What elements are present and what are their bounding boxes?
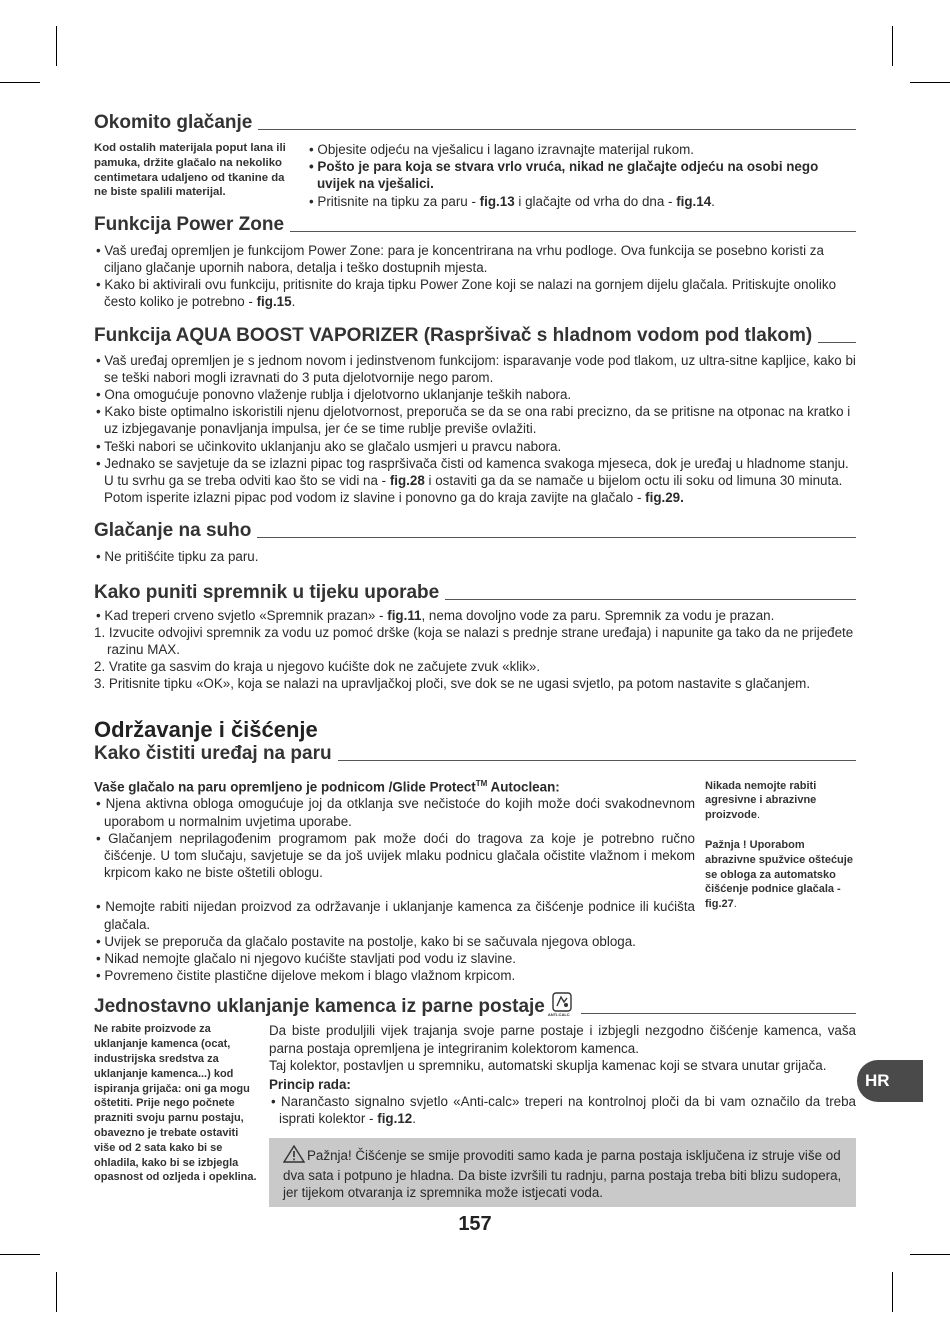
bullet-item: • Vaš uređaj opremljen je funkcijom Power Zone: para je koncentrirana na vrhu podloge. Ova funkcija se posebno koristi za ciljano glačanje upornih nabora, detalja i teško dostupnih mjesta.: [96, 242, 824, 276]
section-heading: Funkcija AQUA BOOST VAPORIZER (Raspršivač s hladnom vodom pod tlakom): [94, 325, 856, 347]
section-text: [269, 1022, 856, 1207]
crop-mark: [56, 1272, 57, 1312]
section-body: [94, 775, 856, 985]
language-tab: HR: [857, 1060, 923, 1102]
section-heading: Funkcija Power Zone: [94, 214, 856, 236]
bullet-item: • Kako biste optimalno iskoristili njenu djelotvornost, preporuča se da se ona rabi precizno, da se pritisne na otponac na kratko i uz izbjegavanje ponavljanja impulsa, jer će se time rublje previše ovlažiti.: [96, 404, 851, 437]
subheading: Princip rada:: [269, 1076, 351, 1092]
bullet-item: • Vaš uređaj opremljen je s jednom novom i jedinstvenom funkcijom: isparavanje vode pod tlakom, uz ultra-sitne kapljice, kako bi se teški nabori mogli izravnati do 3 puta djelotvornije nego parom.: [96, 352, 856, 385]
bullet-item: • Ne pritišćite tipku za paru.: [96, 549, 259, 565]
page-number: 157: [458, 1213, 492, 1235]
crop-mark: [892, 26, 893, 66]
bullet-item: • Teški nabori se učinkovito uklanjanju ako se glačalo usmjeri u pravcu nabora.: [96, 438, 562, 454]
warning-box: Pažnja! Čišćenje se smije provoditi samo kada je parna postaja isključena iz struje više od dva sata i potpuno je hladna. Da biste izvršili tu radnju, parna postaja treba biti blizu sudopera, jer tijekom otvaranja iz spremnika može istjecati voda.: [269, 1138, 856, 1208]
bullet-list: [94, 548, 856, 565]
crop-mark: [910, 1254, 950, 1255]
bullet-item: • Njena aktivna obloga omogućuje joj da otklanja sve nečistoće do kojih može doći svakodnevnom uporabom u normalnim uvjetima uporabe.: [96, 796, 695, 829]
bullet-item: • Ona omogućuje ponovno vlaženje rublja i djelotvorno uklanjanje teških nabora.: [96, 387, 572, 403]
side-notes: [705, 775, 856, 985]
crop-mark: [0, 1254, 40, 1255]
section-heading: Glačanje na suho: [94, 520, 856, 542]
bullet-item: • Kako bi aktivirali ovu funkciju, pritisnite do kraja tipku Power Zone koji se nalazi na gornjem dijelu glačala. Pritiskujte onoliko često koliko je potrebno - fig.15.: [96, 277, 837, 310]
bullet-item: • Narančasto signalno svjetlo «Anti-calc» treperi na kontrolnoj ploči da bi vam označilo da treba isprati kolektor - fig.12.: [271, 1094, 856, 1127]
section-body: [94, 1022, 856, 1207]
bullet-item: • Jednako se savjetuje da se izlazni pipac tog raspršivača čisti od kamenca svakoga mjeseca, dok je uređaj u hladnome stanju. U tu svrhu ga se treba odviti kao što se vidi na - fig.28 i ostaviti ga da se namače u bijelom octu ili soku od limuna 30 minuta. Potom isperite izlazni pipac pod vodom iz slavine i ponovno ga do kraja zavijte na glačalo - fig.29.: [96, 455, 849, 506]
bullet-item: • Nemojte rabiti nijedan proizvod za održavanje i uklanjanje kamenca za čišćenje podnice ili kućišta glačala.: [96, 899, 695, 932]
crop-mark: [892, 1272, 893, 1312]
warning-icon: [283, 1145, 305, 1167]
paragraph: Da biste produljili vijek trajanja svoje parne postaje i izbjegli nezgodno čišćenje kamenca, vaša parna postaja opremljena je integriranim kolektorom kamenca.: [269, 1023, 856, 1056]
bullet-list: [307, 141, 856, 210]
crop-mark: [0, 82, 40, 83]
section-heading: Jednostavno uklanjanje kamenca iz parne postaje ANTI-CALC: [94, 992, 856, 1018]
section-body: [94, 141, 856, 210]
crop-mark: [910, 82, 950, 83]
page-content: [94, 112, 856, 1207]
bullet-item: • Kad treperi crveno svjetlo «Spremnik prazan» - fig.11, nema dovoljno vode za paru. Spremnik za vodu je prazan.: [96, 607, 775, 623]
bullet-item: • Pritisnite na tipku za paru - fig.13 i glačajte od vrha do dna - fig.14.: [309, 193, 715, 209]
bullet-list: [94, 352, 856, 507]
bullet-list: [94, 775, 695, 985]
bullet-item: • Pošto je para koja se stvara vrlo vruća, nikad ne glačajte odjeću na osobi nego uvijek na vješalici.: [309, 159, 819, 192]
bullet-item: • Nikad nemojte glačalo ni njegovo kućište stavljati pod vodu iz slavine.: [96, 950, 517, 966]
crop-mark: [56, 26, 57, 66]
bullet-item: • Objesite odjeću na vješalicu i lagano izravnajte materijal rukom.: [309, 142, 695, 157]
numbered-item: 2. Vratite ga sasvim do kraja u njegovo kućište dok ne začujete zvuk «klik».: [94, 659, 541, 675]
section-heading: Kako puniti spremnik u tijeku uporabe: [94, 582, 856, 604]
bullet-list: [94, 242, 856, 311]
section-heading: Kako čistiti uređaj na paru: [94, 743, 856, 765]
bullet-item: • Uvijek se preporuča da glačalo postavite na postolje, kako bi se sačuvala njegova obloga.: [96, 933, 636, 949]
numbered-item: 3. Pritisnite tipku «OK», koja se nalazi na upravljačkoj ploči, sve dok se ne ugasi svjetlo, pa potom nastavite s glačanjem.: [94, 676, 811, 692]
bullet-item: • Povremeno čistite plastične dijelove mekom i blago vlažnom krpicom.: [96, 968, 516, 984]
side-note: Ne rabite proizvode za uklanjanje kamenca (ocat, industrijska sredstva za uklanjanje kamenca...) kod ispiranja grijača: oni ga mogu oštetiti. Prije nego počnete prazniti svoju parnu postaju, obavezno je trebate ostaviti više od 2 sata kako bi se ohladila, kako bi se izbjegla opasnost od ozljeda i opeklina.: [94, 1023, 257, 1184]
numbered-item: 1. Izvucite odvojivi spremnik za vodu uz pomoć drške (koja se nalazi s prednje strane uređaja) i napunite ga tako da ne prijeđete razinu MAX.: [94, 624, 854, 658]
anti-calc-icon: ANTI-CALC: [551, 992, 575, 1018]
side-note: Pažnja ! Uporabom abrazivne spužvice oštećuje se obloga za automatsko čišćenje podnice glačala - fig.27.: [705, 839, 853, 911]
page-title: Održavanje i čišćenje: [94, 716, 318, 742]
lead-text: Vaše glačalo na paru opremljeno je podnicom /Glide Protect™ Autoclean:: [94, 778, 560, 795]
bullet-item: • Glačanjem neprilagođenim programom pak može doći do tragova za koje je potrebno ručno čišćenje. U tom slučaju, savjetuje se da još uvijek mlaku podnicu glačala očistite vlažnom i mekom krpicom kako ne biste oštetili oblogu.: [96, 830, 695, 881]
paragraph: Taj kolektor, postavljen u spremniku, automatski skuplja kamenac koji se stvara unutar grijača.: [269, 1057, 827, 1073]
side-note: Nikada nemojte rabiti agresivne i abrazivne proizvode.: [705, 779, 817, 822]
side-note: Kod ostalih materijala poput lana ili pamuka, držite glačalo na nekoliko centimetara udaljeno od tkanine da ne biste spalili materijal.: [94, 142, 286, 199]
bullet-list: [94, 607, 856, 693]
section-heading: Okomito glačanje: [94, 112, 856, 134]
